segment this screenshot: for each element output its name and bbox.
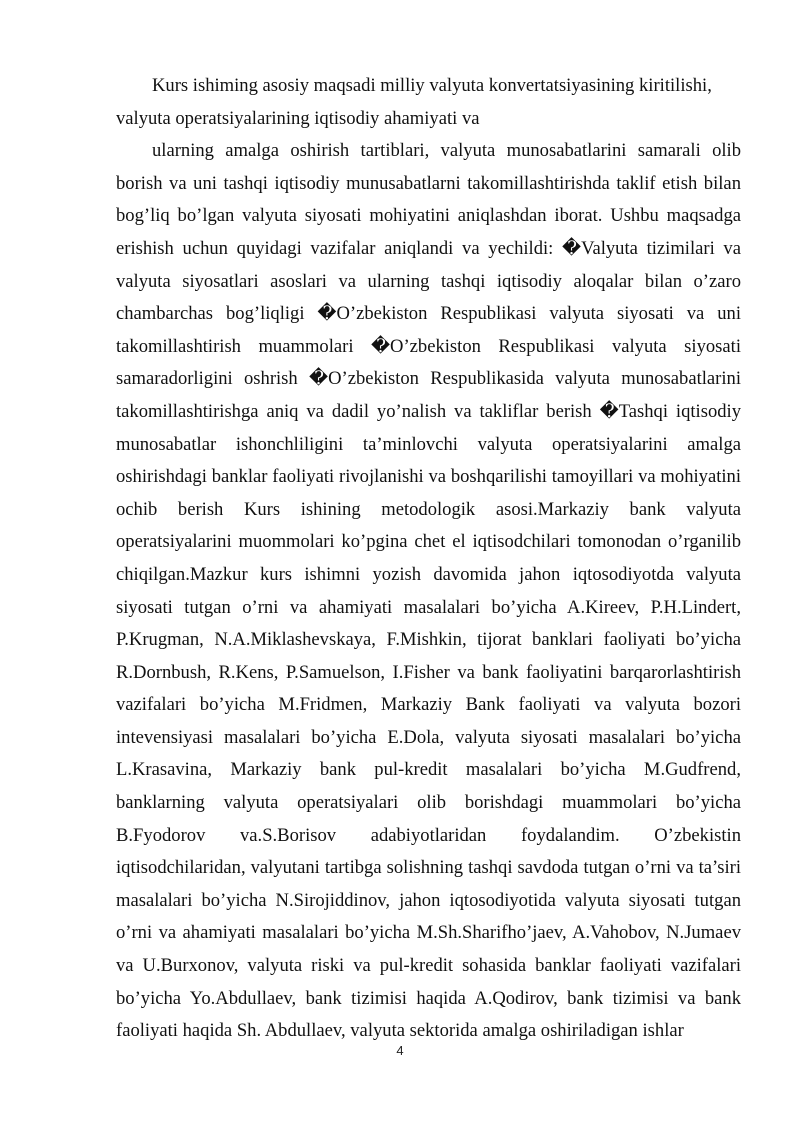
paragraph-intro: Kurs ishiming asosiy maqsadi milliy valyuta konvertatsiyasining kiritilishi, valyuta operatsiyalarining iqtisodiy ahamiyati va [116, 75, 712, 129]
paragraph-main: ularning amalga oshirish tartiblari, valyuta munosabatlarini samarali olib borish va uni tashqi iqtisodiy munusabatlarni takomillashtirishda taklif etish bilan bog’liq bo’lgan valyuta siyosati mohiyatini aniqlashdan iborat. Ushbu maqsadga erishish uchun quyidagi vazifalar aniqlandi va yechildi: �Valyuta tizimilari va valyuta siyosatlari asoslari va ularning tashqi iqtisodiy aloqalar bilan o’zaro chambarchas bog’liqligi �O’zbekiston Respublikasi valyuta siyosati va uni takomillashtirish muammolari �O’zbekiston Respublikasi valyuta siyosati samaradorligini oshrish �O’zbekiston Respublikasida valyuta munosabatlarini takomillashtirishga aniq va dadil yo’nalish va takliflar berish �Tashqi iqtisodiy munosabatlar ishonchliligini ta’minlovchi valyuta operatsiyalarini amalga oshirishdagi banklar faoliyati rivojlanishi va boshqarilishi tamoyillari va mohiyatini ochib berish Kurs ishining metodologik asosi.Markaziy bank valyuta operatsiyalarini muommolari ko’pgina chet el iqtisodchilari tomonodan o’rganilib chiqilgan.Mazkur kurs ishimni yozish davomida jahon iqtosodiyotda valyuta siyosati tutgan o’rni va ahamiyati masalalari bo’yicha A.Kireev, P.H.Lindert, P.Krugman, N.A.Miklashevskaya, F.Mishkin, tijorat banklari faoliyati bo’yicha R.Dornbush, R.Kens, P.Samuelson, I.Fisher va bank faoliyatini barqarorlashtirish vazifalari bo’yicha M.Fridmen, Markaziy Bank faoliyati va valyuta bozori intevensiyasi masalalari bo’yicha E.Dola, valyuta siyosati masalalari bo’yicha L.Krasavina, Markaziy bank pul-kredit masalalari bo’yicha M.Gudfrend, banklarning valyuta operatsiyalari olib borishdagi muammolari bo’yicha B.Fyodorov va.S.Borisov adabiyotlaridan foydalandim. O’zbekistin iqtisodchilaridan, valyutani tartibga solishning tashqi savdoda tutgan o’rni va ta’siri masalalari bo’yicha N.Sirojiddinov, jahon iqtosodiyotida valyuta siyosati tutgan o’rni va ahamiyati masalalari bo’yicha M.Sh.Sharifho’jaev, A.Vahobov, N.Jumaev va U.Burxonov, valyuta riski va pul-kredit sohasida banklar faoliyati vazifalari bo’yicha Yo.Abdullaev, bank tizimisi haqida A.Qodirov, bank tizimisi va bank faoliyati haqida Sh. Abdullaev, valyuta sektorida amalga oshiriladigan ishlar [116, 140, 741, 1042]
body-text [116, 70, 741, 1048]
page-number: 4 [396, 1043, 404, 1058]
